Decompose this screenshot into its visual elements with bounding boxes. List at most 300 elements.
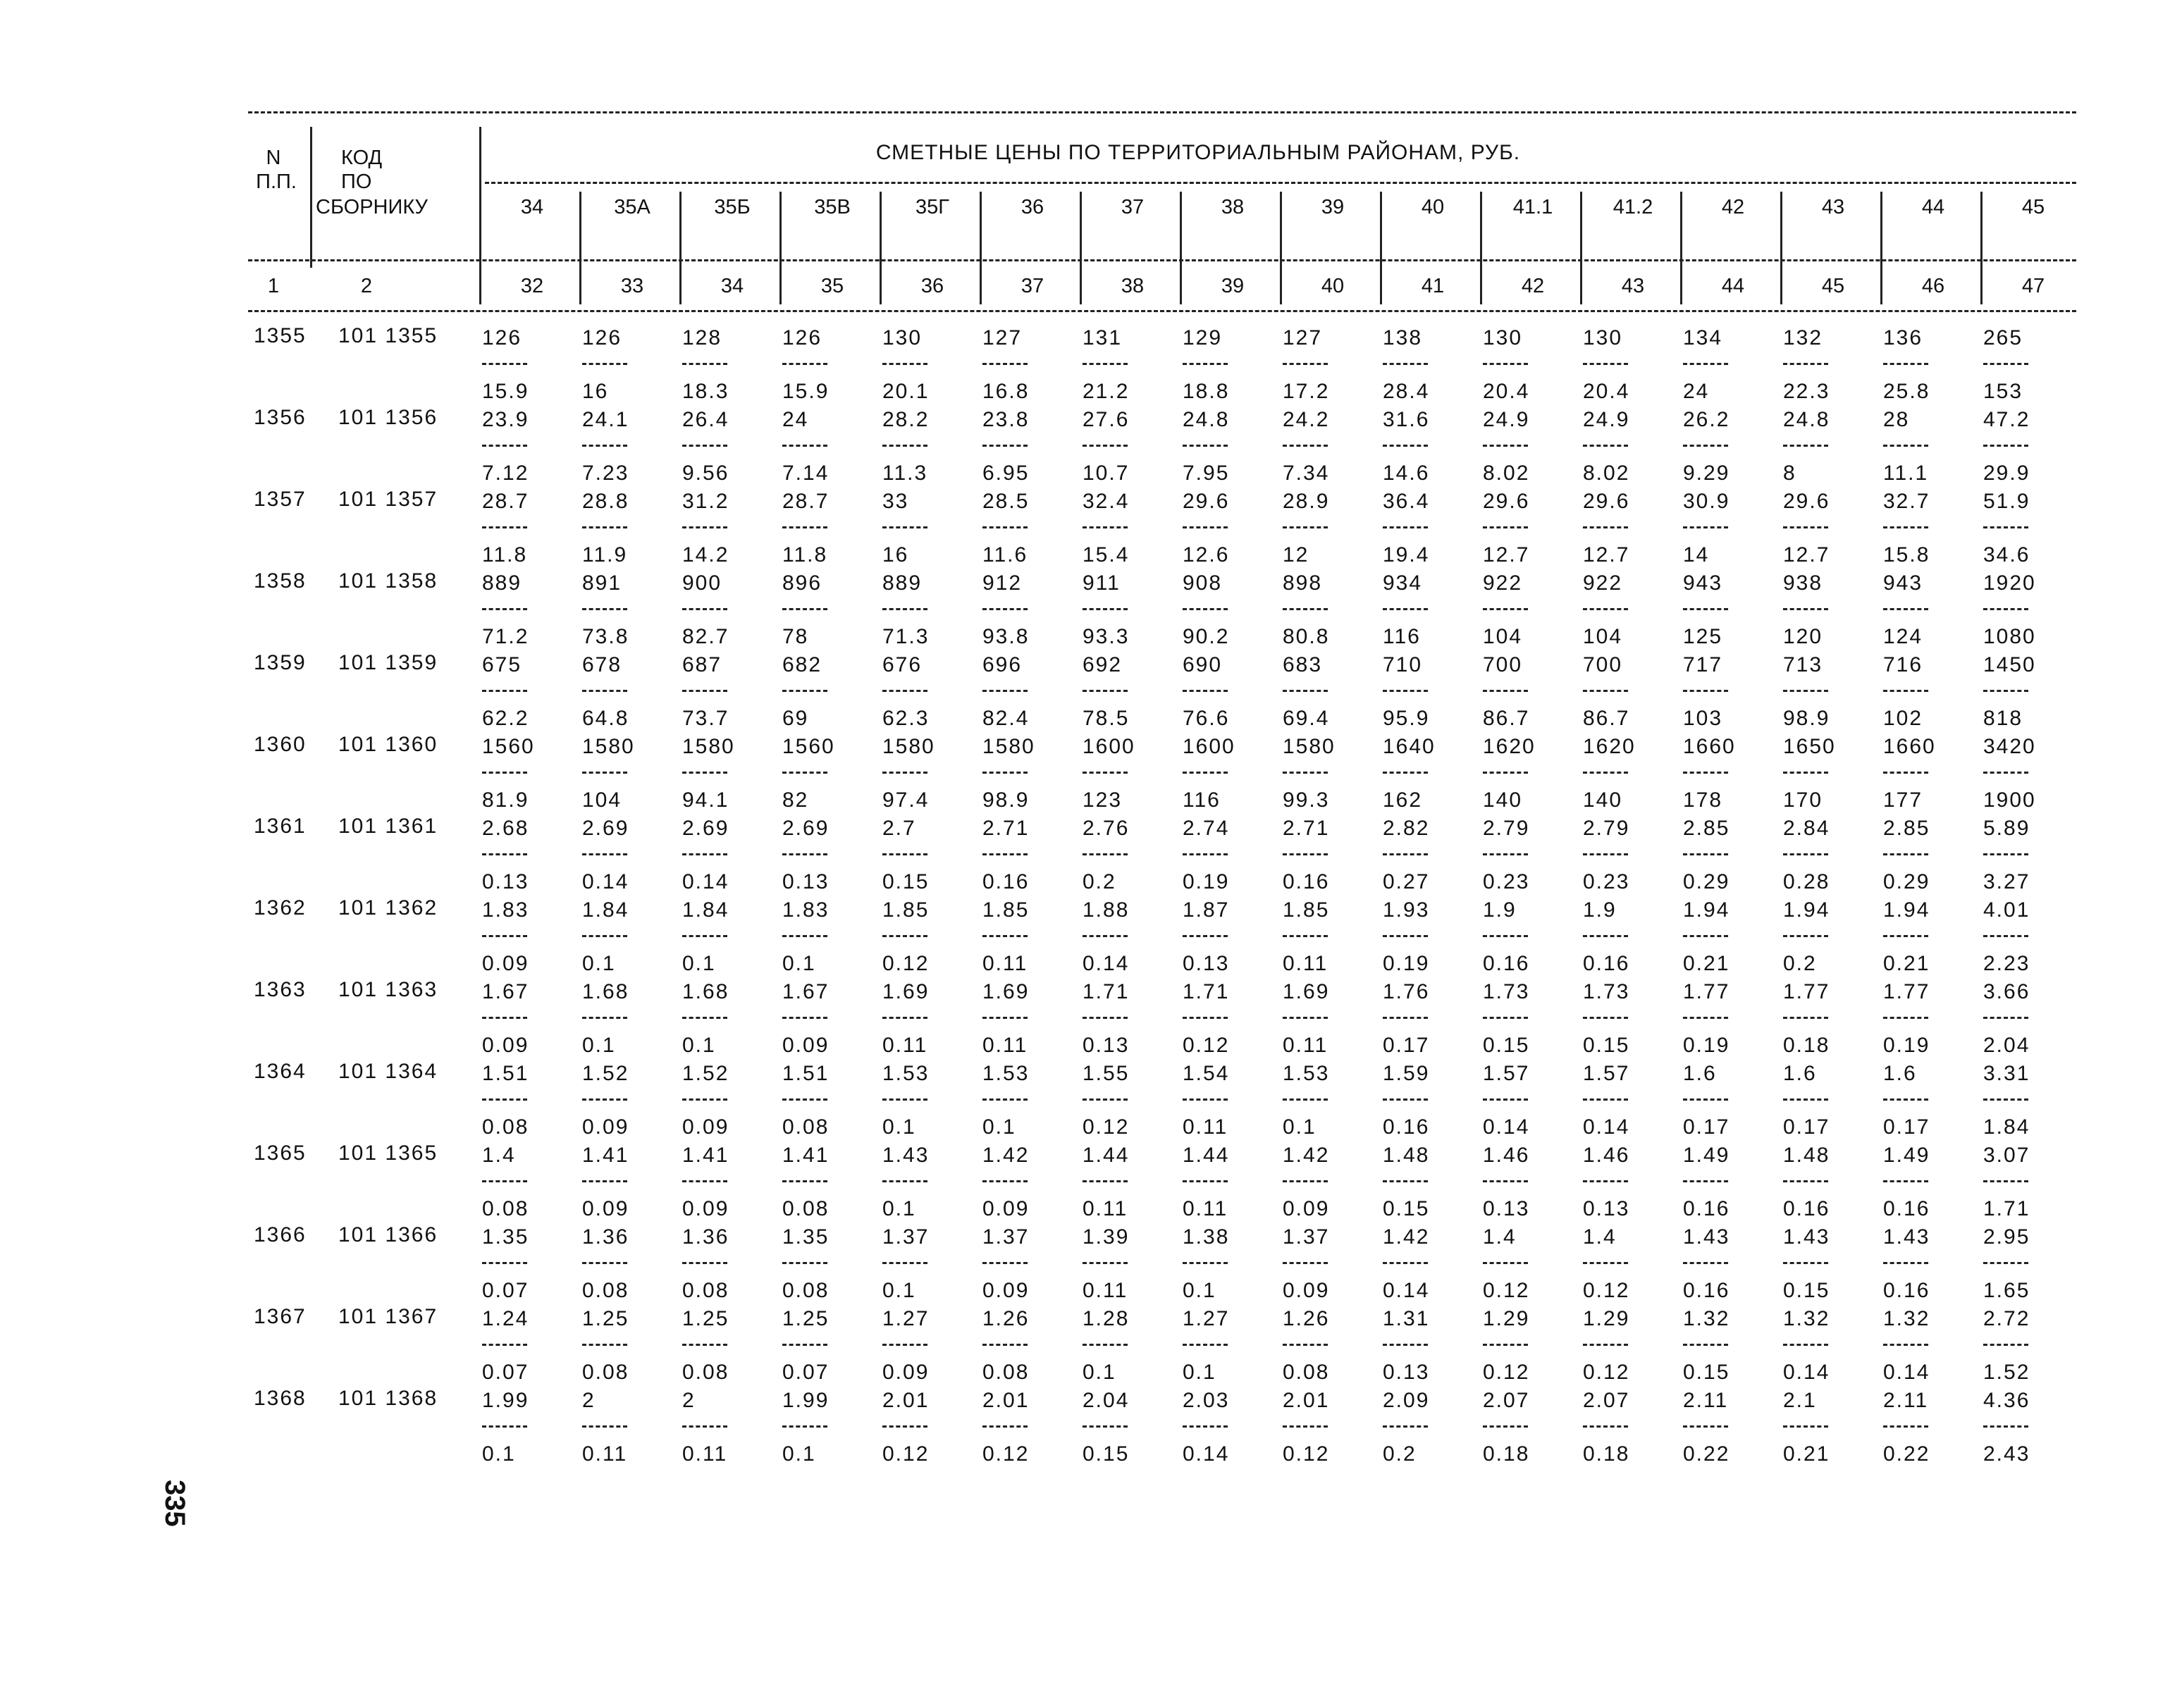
fraction-line bbox=[982, 445, 1028, 447]
price-bottom: 104 bbox=[1583, 625, 1623, 648]
price-top: 1.94 bbox=[1783, 898, 1830, 922]
price-bottom: 2.04 bbox=[1983, 1034, 2030, 1057]
price-bottom: 73.7 bbox=[682, 707, 729, 730]
price-cell bbox=[1983, 896, 2083, 978]
price-cell bbox=[982, 896, 1083, 978]
price-bottom: 0.19 bbox=[1683, 1034, 1730, 1057]
price-top: 1.53 bbox=[1283, 1062, 1330, 1085]
fraction-line bbox=[1983, 772, 2028, 774]
fraction-line bbox=[1483, 445, 1528, 447]
price-bottom: 69.4 bbox=[1283, 707, 1330, 730]
fraction-line bbox=[1683, 1099, 1728, 1101]
price-cell bbox=[1783, 651, 1883, 733]
price-top: 1.51 bbox=[782, 1062, 830, 1085]
row-code: 101 1365 bbox=[338, 1141, 438, 1165]
price-top: 1.32 bbox=[1783, 1307, 1830, 1330]
price-cell bbox=[1683, 978, 1783, 1060]
price-cell bbox=[1983, 1387, 2083, 1468]
price-top: 2.11 bbox=[1883, 1389, 1929, 1412]
price-top: 1.99 bbox=[782, 1389, 830, 1412]
column-number: 32 bbox=[520, 275, 544, 297]
price-cell bbox=[1383, 651, 1483, 733]
fraction-line bbox=[1283, 445, 1328, 447]
price-bottom: 0.2 bbox=[1783, 952, 1817, 975]
fraction-line bbox=[982, 363, 1028, 365]
price-top: 1.99 bbox=[482, 1389, 529, 1412]
table-row bbox=[248, 488, 2083, 569]
price-cell bbox=[1883, 815, 1983, 896]
fraction-line bbox=[1683, 1425, 1728, 1428]
price-cell bbox=[482, 324, 582, 406]
price-cell bbox=[1683, 1060, 1783, 1141]
price-top: 1.54 bbox=[1183, 1062, 1230, 1085]
price-bottom: 0.15 bbox=[1483, 1034, 1530, 1057]
table-row bbox=[248, 651, 2083, 733]
price-top: 1.42 bbox=[982, 1144, 1030, 1167]
price-top: 1.29 bbox=[1483, 1307, 1530, 1330]
price-bottom: 0.08 bbox=[582, 1361, 629, 1384]
price-cell bbox=[1783, 1387, 1883, 1468]
price-cell bbox=[882, 1141, 982, 1223]
price-bottom: 82.7 bbox=[682, 625, 729, 648]
price-bottom: 116 bbox=[1183, 788, 1221, 812]
fraction-line bbox=[782, 363, 827, 365]
price-bottom: 0.08 bbox=[782, 1197, 830, 1220]
fraction-line bbox=[1783, 363, 1828, 365]
price-top: 1.39 bbox=[1083, 1225, 1130, 1249]
price-cell bbox=[1283, 896, 1383, 978]
fraction-line bbox=[1983, 608, 2028, 610]
price-bottom: 11.9 bbox=[582, 543, 628, 567]
price-bottom: 0.15 bbox=[1583, 1034, 1630, 1057]
fraction-line bbox=[1783, 1262, 1828, 1264]
fraction-line bbox=[682, 690, 727, 692]
fraction-line bbox=[482, 1344, 527, 1346]
fraction-line bbox=[1283, 1017, 1328, 1019]
price-top: 700 bbox=[1583, 653, 1623, 676]
price-bottom: 0.2 bbox=[1083, 870, 1116, 893]
price-cell bbox=[882, 406, 982, 488]
price-bottom: 22.3 bbox=[1783, 380, 1830, 403]
price-top: 2.72 bbox=[1983, 1307, 2030, 1330]
price-top: 1.4 bbox=[482, 1144, 516, 1167]
price-bottom: 0.11 bbox=[682, 1442, 728, 1466]
price-top: 1660 bbox=[1683, 735, 1736, 758]
price-cell bbox=[1883, 406, 1983, 488]
price-top: 1.48 bbox=[1783, 1144, 1830, 1167]
price-top: 682 bbox=[782, 653, 822, 676]
price-cell bbox=[1183, 651, 1283, 733]
price-top: 3.07 bbox=[1983, 1144, 2030, 1167]
price-top: 1.57 bbox=[1583, 1062, 1630, 1085]
price-bottom: 124 bbox=[1883, 625, 1923, 648]
price-top: 1.4 bbox=[1583, 1225, 1617, 1249]
price-cell bbox=[1483, 978, 1583, 1060]
price-cell bbox=[582, 978, 682, 1060]
price-top: 1.71 bbox=[1183, 980, 1230, 1003]
price-cell bbox=[1983, 1141, 2083, 1223]
fraction-line bbox=[1783, 526, 1828, 528]
price-top: 1.9 bbox=[1483, 898, 1517, 922]
price-top: 912 bbox=[982, 571, 1023, 595]
row-number: 1356 bbox=[254, 406, 307, 429]
price-cell bbox=[1483, 1141, 1583, 1223]
price-cell bbox=[682, 815, 782, 896]
fraction-line bbox=[882, 1262, 927, 1264]
price-cell bbox=[1583, 978, 1683, 1060]
fraction-line bbox=[1283, 853, 1328, 855]
fraction-line bbox=[1683, 1017, 1728, 1019]
fraction-line bbox=[1883, 526, 1928, 528]
fraction-line bbox=[1383, 526, 1428, 528]
fraction-line bbox=[1483, 363, 1528, 365]
fraction-line bbox=[1383, 363, 1428, 365]
price-bottom: 0.22 bbox=[1683, 1442, 1730, 1466]
column-number: 33 bbox=[620, 275, 644, 297]
price-cell bbox=[582, 324, 682, 406]
fraction-line bbox=[1383, 1180, 1428, 1182]
price-bottom: 95.9 bbox=[1383, 707, 1430, 730]
price-top: 32.4 bbox=[1083, 490, 1130, 513]
price-cell bbox=[1583, 324, 1683, 406]
price-cell bbox=[1583, 406, 1683, 488]
price-bottom: 0.13 bbox=[782, 870, 830, 893]
price-top: 1.68 bbox=[682, 980, 729, 1003]
price-bottom: 0.12 bbox=[1483, 1361, 1530, 1384]
price-cell bbox=[782, 1223, 882, 1305]
column-number: 36 bbox=[920, 275, 944, 297]
price-cell bbox=[682, 896, 782, 978]
price-bottom: 0.16 bbox=[982, 870, 1030, 893]
price-bottom: 0.15 bbox=[1083, 1442, 1130, 1466]
price-top: 2.11 bbox=[1683, 1389, 1729, 1412]
price-top: 1620 bbox=[1583, 735, 1636, 758]
price-bottom: 16.8 bbox=[982, 380, 1030, 403]
fraction-line bbox=[1383, 1344, 1428, 1346]
header-code-label-2: ПО bbox=[341, 171, 372, 193]
price-top: 1.49 bbox=[1883, 1144, 1930, 1167]
fraction-line bbox=[982, 935, 1028, 937]
table-row bbox=[248, 324, 2083, 406]
price-top: 1.93 bbox=[1383, 898, 1430, 922]
price-top: 28.7 bbox=[782, 490, 830, 513]
price-top: 2.76 bbox=[1083, 817, 1130, 840]
price-cell bbox=[782, 1387, 882, 1468]
fraction-line bbox=[682, 526, 727, 528]
price-bottom: 0.1 bbox=[882, 1279, 916, 1302]
price-top: 31.6 bbox=[1383, 408, 1430, 431]
fraction-line bbox=[1483, 772, 1528, 774]
fraction-line bbox=[1383, 608, 1428, 610]
price-bottom: 0.19 bbox=[1383, 952, 1430, 975]
price-top: 1.27 bbox=[1183, 1307, 1230, 1330]
fraction-line bbox=[582, 1099, 627, 1101]
price-top: 1620 bbox=[1483, 735, 1536, 758]
fraction-line bbox=[882, 1425, 927, 1428]
price-bottom: 8.02 bbox=[1583, 462, 1630, 485]
fraction-line bbox=[1583, 1262, 1628, 1264]
price-cell bbox=[982, 978, 1083, 1060]
fraction-line bbox=[682, 853, 727, 855]
price-bottom: 0.13 bbox=[1083, 1034, 1130, 1057]
price-bottom: 1.84 bbox=[1983, 1115, 2030, 1139]
price-bottom: 0.12 bbox=[882, 952, 930, 975]
price-top: 24.1 bbox=[582, 408, 629, 431]
price-bottom: 0.16 bbox=[1783, 1197, 1830, 1220]
price-cell bbox=[1483, 1387, 1583, 1468]
price-top: 700 bbox=[1483, 653, 1523, 676]
price-top: 1.25 bbox=[782, 1307, 830, 1330]
price-top: 1.59 bbox=[1383, 1062, 1430, 1085]
column-number: 2 bbox=[360, 275, 373, 297]
fraction-line bbox=[782, 772, 827, 774]
fraction-line bbox=[1683, 363, 1728, 365]
price-top: 1.32 bbox=[1683, 1307, 1730, 1330]
price-top: 5.89 bbox=[1983, 817, 2030, 840]
fraction-line bbox=[982, 1180, 1028, 1182]
fraction-line bbox=[1883, 608, 1928, 610]
price-bottom: 0.09 bbox=[582, 1197, 629, 1220]
price-cell bbox=[482, 569, 582, 651]
price-top: 1.87 bbox=[1183, 898, 1230, 922]
price-cell bbox=[1083, 815, 1183, 896]
price-bottom: 178 bbox=[1683, 788, 1723, 812]
fraction-line bbox=[1183, 1262, 1228, 1264]
price-cell bbox=[682, 406, 782, 488]
price-table bbox=[248, 324, 2083, 1468]
fraction-line bbox=[1183, 772, 1228, 774]
fraction-line bbox=[1483, 690, 1528, 692]
price-cell bbox=[1383, 896, 1483, 978]
price-bottom: 10.7 bbox=[1083, 462, 1130, 485]
price-bottom: 0.09 bbox=[1283, 1279, 1330, 1302]
price-cell bbox=[1583, 1387, 1683, 1468]
price-bottom: 0.11 bbox=[1083, 1279, 1128, 1302]
fraction-line bbox=[1783, 1180, 1828, 1182]
price-cell bbox=[1283, 324, 1383, 406]
fraction-line bbox=[1383, 1425, 1428, 1428]
price-cell bbox=[1083, 1060, 1183, 1141]
row-code: 101 1360 bbox=[338, 733, 438, 756]
price-cell bbox=[1483, 488, 1583, 569]
price-bottom: 97.4 bbox=[882, 788, 930, 812]
price-top: 2.01 bbox=[982, 1389, 1030, 1412]
fraction-line bbox=[1383, 690, 1428, 692]
fraction-line bbox=[1083, 1099, 1128, 1101]
price-top: 28.2 bbox=[882, 408, 930, 431]
price-cell bbox=[1783, 815, 1883, 896]
price-top: 1.38 bbox=[1183, 1225, 1230, 1249]
fraction-line bbox=[582, 1180, 627, 1182]
fraction-line bbox=[1283, 526, 1328, 528]
price-bottom: 7.12 bbox=[482, 462, 529, 485]
price-top: 1.37 bbox=[982, 1225, 1030, 1249]
price-cell bbox=[1683, 1223, 1783, 1305]
fraction-line bbox=[1983, 445, 2028, 447]
price-bottom: 0.08 bbox=[682, 1279, 729, 1302]
price-cell bbox=[1683, 324, 1783, 406]
price-cell bbox=[882, 1223, 982, 1305]
price-bottom: 0.14 bbox=[1083, 952, 1130, 975]
price-top: 690 bbox=[1183, 653, 1223, 676]
price-cell bbox=[682, 569, 782, 651]
price-top: 934 bbox=[1383, 571, 1423, 595]
fraction-line bbox=[882, 445, 927, 447]
price-cell bbox=[882, 569, 982, 651]
fraction-line bbox=[882, 363, 927, 365]
price-top: 1.48 bbox=[1383, 1144, 1430, 1167]
price-cell bbox=[1183, 1141, 1283, 1223]
price-bottom: 0.17 bbox=[1683, 1115, 1730, 1139]
fraction-line bbox=[782, 1017, 827, 1019]
table-row bbox=[248, 1060, 2083, 1141]
price-top: 2.7 bbox=[882, 817, 916, 840]
header-divider bbox=[310, 127, 312, 268]
price-cell bbox=[1883, 569, 1983, 651]
price-top: 1560 bbox=[482, 735, 535, 758]
row-code: 101 1363 bbox=[338, 978, 438, 1001]
price-cell bbox=[1183, 1223, 1283, 1305]
price-bottom: 140 bbox=[1483, 788, 1523, 812]
price-cell bbox=[882, 815, 982, 896]
fraction-line bbox=[1083, 690, 1128, 692]
price-bottom: 16 bbox=[882, 543, 909, 567]
fraction-line bbox=[1483, 608, 1528, 610]
price-bottom: 1080 bbox=[1983, 625, 2036, 648]
price-cell bbox=[1283, 733, 1383, 815]
price-cell bbox=[1883, 1223, 1983, 1305]
price-cell bbox=[1583, 569, 1683, 651]
price-top: 24.2 bbox=[1283, 408, 1330, 431]
fraction-line bbox=[1883, 690, 1928, 692]
price-cell bbox=[682, 651, 782, 733]
price-bottom: 0.09 bbox=[682, 1115, 729, 1139]
price-top: 717 bbox=[1683, 653, 1723, 676]
price-bottom: 12.7 bbox=[1483, 543, 1530, 567]
price-cell bbox=[1483, 406, 1583, 488]
table-row bbox=[248, 406, 2083, 488]
price-top: 51.9 bbox=[1983, 490, 2030, 513]
price-top: 26.2 bbox=[1683, 408, 1730, 431]
price-cell bbox=[1083, 406, 1183, 488]
price-cell bbox=[982, 733, 1083, 815]
price-cell bbox=[1283, 488, 1383, 569]
price-top: 1.31 bbox=[1383, 1307, 1430, 1330]
price-top: 36.4 bbox=[1383, 490, 1430, 513]
price-top: 28.8 bbox=[582, 490, 629, 513]
fraction-line bbox=[1983, 1180, 2028, 1182]
table-row bbox=[248, 733, 2083, 815]
price-cell bbox=[1783, 569, 1883, 651]
fraction-line bbox=[982, 1425, 1028, 1428]
price-top: 1.83 bbox=[482, 898, 529, 922]
price-top: 1.44 bbox=[1083, 1144, 1130, 1167]
price-bottom: 0.13 bbox=[1383, 1361, 1430, 1384]
price-top: 24.8 bbox=[1783, 408, 1830, 431]
price-cell bbox=[782, 1305, 882, 1387]
district-header: 39 bbox=[1321, 196, 1345, 218]
price-bottom: 0.14 bbox=[1883, 1361, 1930, 1384]
price-bottom: 64.8 bbox=[582, 707, 629, 730]
fraction-line bbox=[1183, 363, 1228, 365]
fraction-line bbox=[1783, 935, 1828, 937]
price-cell bbox=[782, 1060, 882, 1141]
price-cell bbox=[1683, 651, 1783, 733]
price-top: 29.6 bbox=[1483, 490, 1530, 513]
fraction-line bbox=[1483, 1180, 1528, 1182]
price-bottom: 0.12 bbox=[1183, 1034, 1230, 1057]
fraction-line bbox=[482, 1017, 527, 1019]
price-bottom: 0.12 bbox=[1583, 1279, 1630, 1302]
price-top: 1.94 bbox=[1883, 898, 1930, 922]
price-top: 1.36 bbox=[682, 1225, 729, 1249]
price-cell bbox=[1683, 1141, 1783, 1223]
price-cell bbox=[1483, 569, 1583, 651]
price-cell bbox=[1983, 488, 2083, 569]
price-bottom: 153 bbox=[1983, 380, 2023, 403]
fraction-line bbox=[1283, 363, 1328, 365]
row-number: 1366 bbox=[254, 1223, 307, 1246]
fraction-line bbox=[882, 853, 927, 855]
district-header: 45 bbox=[2021, 196, 2045, 218]
price-cell bbox=[1683, 815, 1783, 896]
price-bottom: 29.9 bbox=[1983, 462, 2030, 485]
row-number: 1357 bbox=[254, 488, 307, 511]
price-top: 2.71 bbox=[1283, 817, 1330, 840]
price-top: 1.67 bbox=[782, 980, 830, 1003]
price-bottom: 104 bbox=[582, 788, 622, 812]
price-bottom: 11.1 bbox=[1883, 462, 1929, 485]
fraction-line bbox=[482, 608, 527, 610]
price-bottom: 11.8 bbox=[782, 543, 828, 567]
price-bottom: 0.07 bbox=[482, 1279, 529, 1302]
price-cell bbox=[1283, 1141, 1383, 1223]
price-cell bbox=[682, 324, 782, 406]
price-top: 1.52 bbox=[582, 1062, 629, 1085]
fraction-line bbox=[682, 363, 727, 365]
district-header: 35Б bbox=[714, 196, 751, 218]
price-cell bbox=[482, 978, 582, 1060]
row-number: 1359 bbox=[254, 651, 307, 674]
price-bottom: 12 bbox=[1283, 543, 1309, 567]
header-pp-label: П.П. bbox=[256, 171, 297, 193]
price-cell bbox=[1683, 896, 1783, 978]
price-bottom: 0.23 bbox=[1583, 870, 1630, 893]
price-bottom: 15.8 bbox=[1883, 543, 1930, 567]
price-top: 2.74 bbox=[1183, 817, 1230, 840]
fraction-line bbox=[782, 608, 827, 610]
price-bottom: 0.11 bbox=[1283, 1034, 1328, 1057]
price-top: 1.46 bbox=[1583, 1144, 1630, 1167]
price-bottom: 16 bbox=[582, 380, 609, 403]
price-bottom: 0.15 bbox=[1383, 1197, 1430, 1220]
row-number: 1360 bbox=[254, 733, 307, 756]
column-number: 47 bbox=[2021, 275, 2045, 297]
price-cell bbox=[1883, 488, 1983, 569]
price-top: 1580 bbox=[1283, 735, 1336, 758]
fraction-line bbox=[582, 445, 627, 447]
price-bottom: 170 bbox=[1783, 788, 1823, 812]
price-cell bbox=[1183, 569, 1283, 651]
price-bottom: 0.12 bbox=[982, 1442, 1030, 1466]
price-top: 2.95 bbox=[1983, 1225, 2030, 1249]
fraction-line bbox=[1383, 853, 1428, 855]
price-top: 1600 bbox=[1083, 735, 1135, 758]
fraction-line bbox=[1683, 1344, 1728, 1346]
fraction-line bbox=[1383, 935, 1428, 937]
fraction-line bbox=[1983, 1099, 2028, 1101]
price-bottom: 62.2 bbox=[482, 707, 529, 730]
